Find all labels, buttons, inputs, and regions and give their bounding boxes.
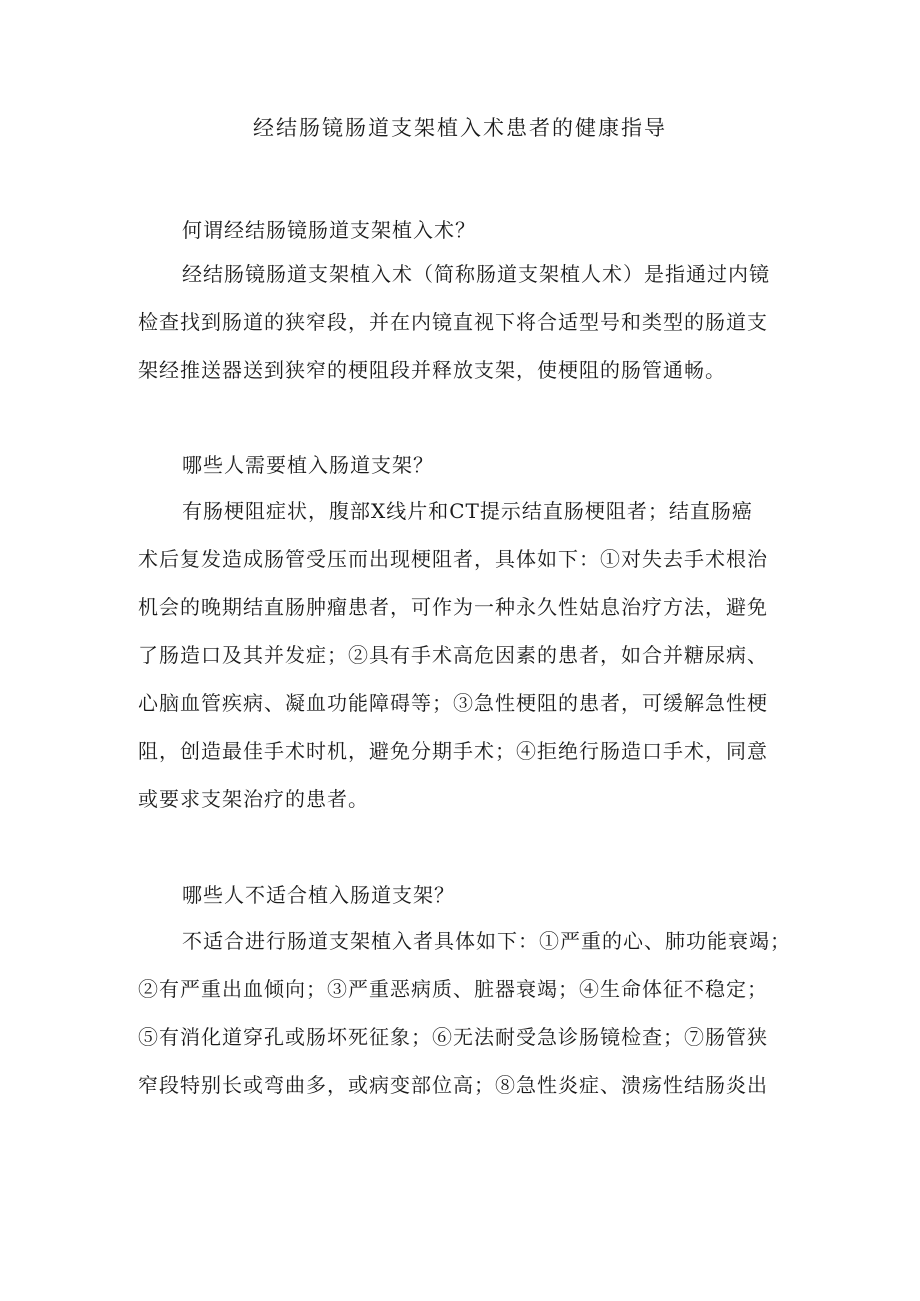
paragraph-line: 架经推送器送到狭窄的梗阻段并释放支架，使梗阻的肠管通畅。 — [138, 358, 726, 382]
paragraph-line: ②有严重出血倾向；③严重恶病质、脏器衰竭；④生命体征不稳定； — [138, 977, 768, 1001]
document-title: 经结肠镜肠道支架植入术患者的健康指导 — [253, 116, 667, 140]
section-paragraph-what-is — [138, 250, 786, 394]
section-paragraph-who-not-suitable — [138, 917, 791, 1109]
paragraph-line: 心脑血管疾病、凝血功能障碍等；③急性梗阻的患者，可缓解急性梗 — [138, 691, 768, 715]
section-heading-who-not-suitable: 哪些人不适合植入肠道支架？ — [182, 883, 455, 907]
section-heading-who-needs: 哪些人需要植入肠道支架？ — [182, 453, 434, 477]
paragraph-line: 或要求支架治疗的患者。 — [138, 787, 369, 811]
paragraph-line: 窄段特别长或弯曲多，或病变部位高；⑧急性炎症、溃疡性结肠炎出 — [138, 1073, 768, 1097]
paragraph-line: 机会的晚期结直肠肿瘤患者，可作为一种永久性姑息治疗方法，避免 — [138, 595, 768, 619]
paragraph-line: 经结肠镜肠道支架植入术（简称肠道支架植人术）是指通过内镜 — [182, 262, 770, 286]
paragraph-line: 术后复发造成肠管受压而出现梗阻者，具体如下：①对失去手术根治 — [138, 547, 768, 571]
paragraph-line: 检查找到肠道的狭窄段，并在内镜直视下将合适型号和类型的肠道支 — [138, 310, 768, 334]
section-paragraph-who-needs — [138, 487, 786, 823]
paragraph-line: ⑤有消化道穿孔或肠坏死征象；⑥无法耐受急诊肠镜检查；⑦肠管狭 — [138, 1025, 768, 1049]
paragraph-line: 不适合进行肠道支架植入者具体如下：①严重的心、肺功能衰竭； — [182, 929, 791, 953]
section-heading-what-is: 何谓经结肠镜肠道支架植入术？ — [182, 218, 476, 242]
paragraph-line: 阻，创造最佳手术时机，避免分期手术；④拒绝行肠造口手术，同意 — [138, 739, 768, 763]
paragraph-line: 有肠梗阻症状，腹部X线片和CT提示结直肠梗阻者；结直肠癌 — [182, 499, 753, 523]
paragraph-line: 了肠造口及其并发症；②具有手术高危因素的患者，如合并糖尿病、 — [138, 643, 768, 667]
